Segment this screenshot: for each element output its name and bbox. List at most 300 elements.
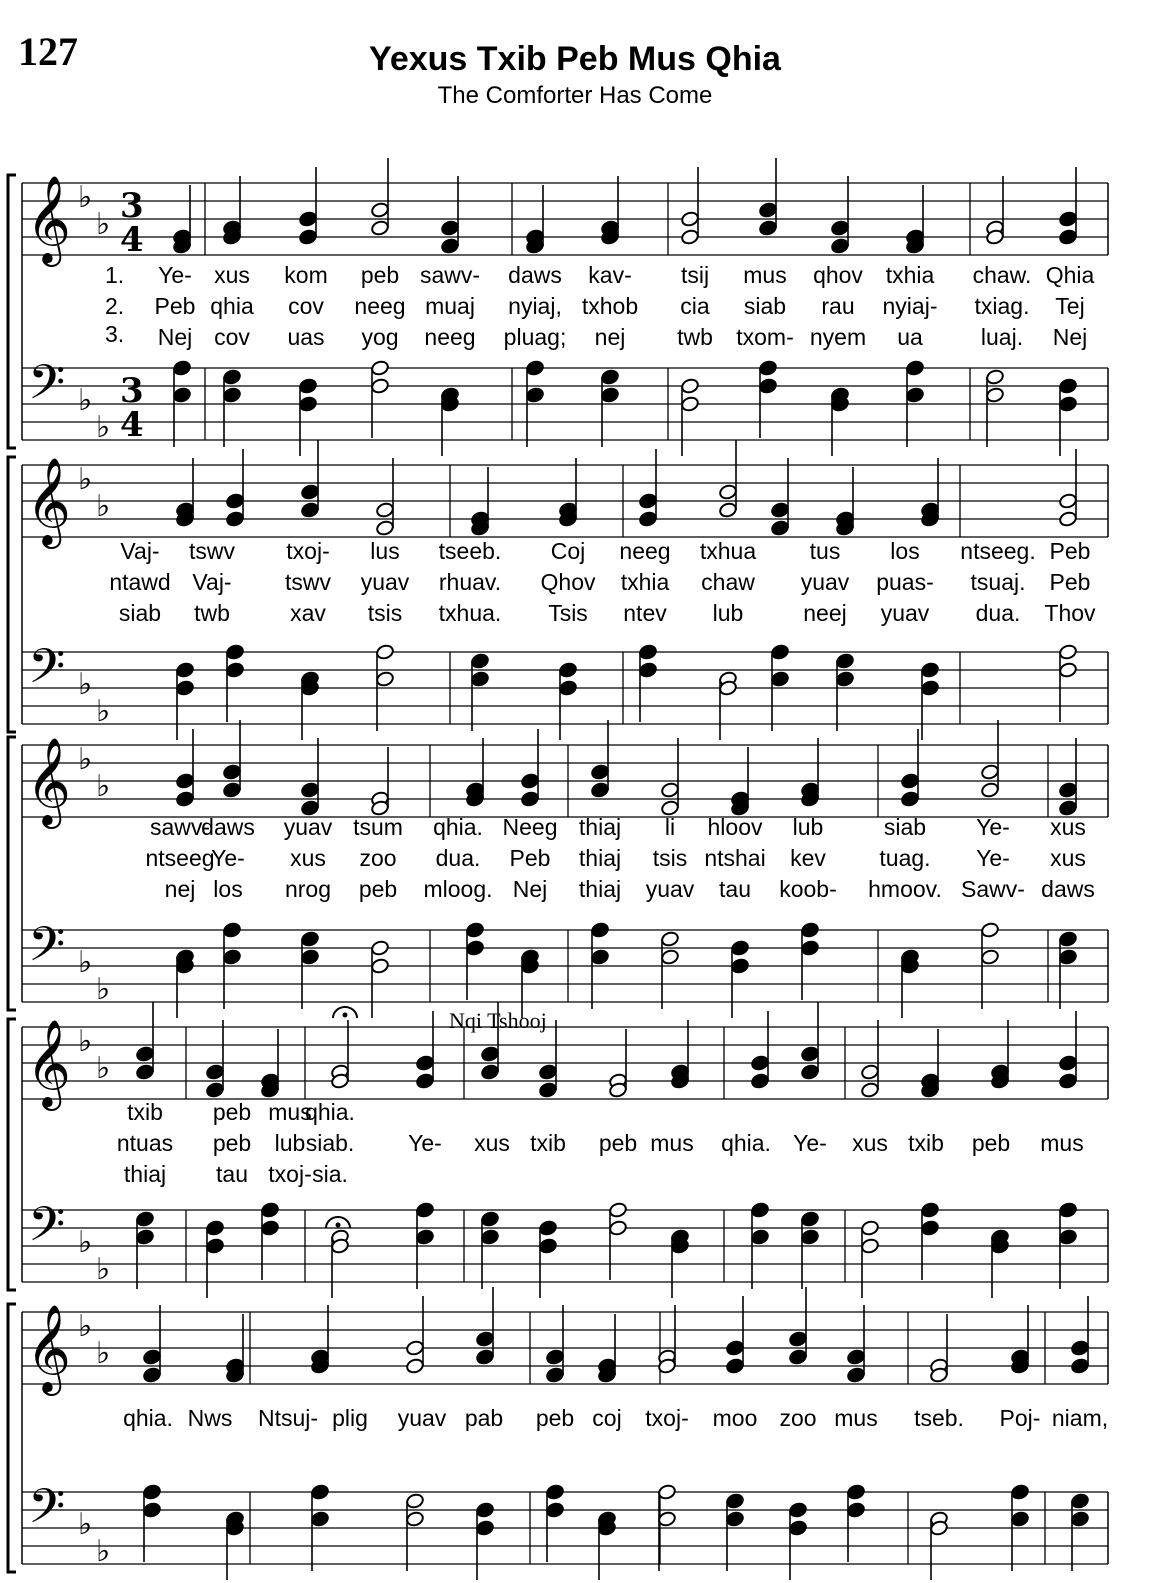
- lyric-syllable: tsuaj.: [970, 569, 1026, 595]
- chord-note: [225, 644, 244, 722]
- notehead: [298, 229, 317, 246]
- lyric-syllable: tuag.: [879, 845, 931, 871]
- lyric-syllable: lus: [370, 538, 400, 564]
- lyric-syllable: xus: [852, 1130, 888, 1156]
- notehead: [800, 1046, 819, 1063]
- chord-note: [225, 1511, 244, 1580]
- time-signature-bottom: 4: [120, 405, 144, 445]
- notehead: [1058, 1073, 1077, 1090]
- notehead: [1070, 1511, 1089, 1528]
- lyric-syllable: xav: [290, 600, 326, 626]
- notehead: [835, 671, 854, 688]
- lyric-syllable: Vaj-: [120, 538, 160, 564]
- lyric-syllable: yuav: [800, 569, 850, 595]
- notehead: [985, 369, 1004, 386]
- lyric-syllable: xus: [290, 845, 326, 871]
- lyric-syllable: muaj: [425, 293, 475, 319]
- notehead: [758, 360, 777, 377]
- notehead: [600, 369, 619, 386]
- lyric-syllable: Ye-: [408, 1130, 442, 1156]
- chord-note: [788, 1287, 807, 1365]
- chord-note: [680, 378, 699, 456]
- lyric-syllable: peb: [358, 876, 398, 902]
- lyric-syllable: qhia.: [433, 814, 483, 840]
- chord-note: [830, 387, 849, 456]
- notehead: [985, 387, 1004, 404]
- lyric-syllable: lub: [274, 1130, 306, 1156]
- lyric-syllable: Qhov: [540, 569, 596, 595]
- notehead: [905, 360, 924, 377]
- notehead: [758, 220, 777, 237]
- chord-note: [225, 449, 244, 527]
- chord-note: [1058, 738, 1077, 816]
- chord-note: [538, 1220, 557, 1298]
- chord-note: [985, 176, 1004, 245]
- chord-note: [300, 440, 319, 518]
- notehead: [860, 1220, 879, 1237]
- staff: [22, 456, 1108, 549]
- lyric-syllable: tswv: [285, 569, 331, 595]
- lyric-syllable: li: [664, 814, 676, 840]
- chord-note: [725, 1296, 744, 1374]
- notehead: [725, 1358, 744, 1375]
- lyric-syllable: siab: [883, 814, 927, 840]
- lyric-syllable: daws: [201, 814, 255, 840]
- notehead: [538, 1238, 557, 1255]
- notehead: [980, 949, 999, 966]
- notehead: [415, 1055, 434, 1072]
- lyric-syllable: cov: [214, 324, 250, 350]
- chord-note: [222, 922, 241, 1009]
- notehead: [222, 764, 241, 781]
- chord-note: [175, 729, 194, 807]
- notehead: [920, 1202, 939, 1219]
- lyric-syllable: daws: [508, 262, 562, 288]
- refrain-label: Nqi Tshooj: [449, 1008, 547, 1033]
- lyric-syllable: kom: [284, 262, 328, 288]
- notehead: [1010, 1511, 1029, 1528]
- flat-sign-icon: ♭: [96, 1534, 111, 1569]
- lyric-syllable: siab: [118, 600, 162, 626]
- chord-note: [638, 449, 657, 527]
- notehead: [405, 1358, 424, 1375]
- chord-note: [405, 1296, 424, 1374]
- chord-note: [475, 1502, 494, 1580]
- notehead: [1058, 211, 1077, 228]
- notehead: [1058, 782, 1077, 799]
- notehead: [142, 1349, 161, 1366]
- staff: [22, 1303, 1108, 1396]
- flat-sign-icon: ♭: [78, 742, 93, 777]
- lyric-syllable: daws: [1041, 876, 1095, 902]
- notehead: [175, 680, 194, 697]
- chord-note: [830, 176, 849, 254]
- notehead: [718, 484, 737, 501]
- chord-note: [846, 1305, 865, 1383]
- flat-sign-icon: ♭: [96, 410, 111, 445]
- notehead: [470, 671, 489, 688]
- chord-note: [905, 185, 924, 254]
- chord-note: [800, 1211, 819, 1289]
- notehead: [750, 1202, 769, 1219]
- notehead: [480, 1229, 499, 1246]
- notehead: [835, 653, 854, 670]
- notehead: [770, 502, 789, 519]
- notehead: [860, 1238, 879, 1255]
- chord-note: [730, 747, 749, 816]
- time-signature: [120, 186, 144, 260]
- chord-note: [1058, 644, 1077, 722]
- chord-note: [260, 1029, 279, 1098]
- chord-note: [1058, 378, 1077, 456]
- chord-note: [172, 360, 191, 447]
- lyric-syllable: kev: [790, 845, 826, 871]
- chord-note: [470, 653, 489, 731]
- verse-number: 3.: [105, 321, 125, 347]
- chord-note: [638, 644, 657, 722]
- chord-note: [370, 747, 389, 816]
- chord-note: [860, 1220, 879, 1298]
- bass-clef-icon: 𝄢: [28, 1478, 66, 1546]
- chord-note: [600, 369, 619, 447]
- lyric-syllable: txib: [127, 1099, 163, 1125]
- notehead: [205, 1238, 224, 1255]
- lyric-syllable: coj: [592, 1405, 622, 1431]
- lyric-syllable: sawv-: [149, 814, 211, 840]
- chord-note: [440, 176, 459, 254]
- chord-note: [298, 378, 317, 456]
- lyric-syllable: txib: [530, 1130, 566, 1156]
- lyric-syllable: lub: [712, 600, 744, 626]
- notehead: [525, 360, 544, 377]
- lyric-syllable: tseb.: [914, 1405, 964, 1431]
- notehead: [846, 1502, 865, 1519]
- lyric-syllable: puas-: [876, 569, 934, 595]
- notehead: [758, 378, 777, 395]
- lyric-syllable: peb: [212, 1130, 252, 1156]
- notehead: [1070, 1358, 1089, 1375]
- notehead: [415, 1073, 434, 1090]
- lyric-syllable: Peb: [1049, 569, 1091, 595]
- notehead: [920, 1220, 939, 1237]
- chord-note: [1058, 449, 1077, 527]
- lyric-syllable: thiaj: [123, 1161, 167, 1187]
- lyric-syllable: thiaj: [578, 845, 622, 871]
- notehead: [1070, 1340, 1089, 1357]
- lyric-syllable: mus: [834, 1405, 878, 1431]
- notehead: [718, 502, 737, 519]
- notehead: [600, 387, 619, 404]
- lyric-syllable: cia: [680, 293, 710, 319]
- lyric-syllable: luaj.: [980, 324, 1024, 350]
- notehead: [300, 484, 319, 501]
- chord-note: [465, 922, 484, 1000]
- chord-note: [670, 1020, 689, 1089]
- chord-note: [558, 662, 577, 740]
- notehead: [608, 1220, 627, 1237]
- lyric-syllable: rau: [821, 293, 855, 319]
- treble-clef-icon: 𝄞: [26, 1303, 71, 1392]
- system-bracket: [8, 457, 16, 732]
- chord-note: [310, 1305, 329, 1374]
- notehead: [142, 1367, 161, 1384]
- chord-note: [298, 167, 317, 245]
- notehead: [222, 387, 241, 404]
- lyric-syllable: neeg: [619, 538, 671, 564]
- time-signature-top: 3: [120, 186, 144, 226]
- chord-note: [835, 653, 854, 731]
- notehead: [730, 958, 749, 975]
- flat-sign-icon: ♭: [96, 489, 111, 524]
- chord-note: [300, 738, 319, 816]
- lyric-syllable: Poj-: [999, 1405, 1041, 1431]
- system-bracket: [8, 175, 16, 448]
- lyric-syllable: nyiaj-: [882, 293, 938, 319]
- notehead: [370, 958, 389, 975]
- flat-sign-icon: ♭: [96, 769, 111, 804]
- chord-note: [750, 1202, 769, 1289]
- lyric-syllable: rhuav.: [438, 569, 502, 595]
- lyric-syllable: qhia.: [721, 1130, 771, 1156]
- notehead: [520, 773, 539, 790]
- lyric-syllable: ntuas: [116, 1130, 174, 1156]
- chord-note: [330, 1020, 349, 1089]
- hymn-subtitle: The Comforter Has Come: [437, 82, 713, 109]
- lyric-syllable: Ntsuj-: [257, 1405, 319, 1431]
- notehead: [920, 662, 939, 679]
- lyric-syllable: mus: [743, 262, 787, 288]
- notehead: [980, 782, 999, 799]
- staff: [22, 1018, 1108, 1111]
- lyric-syllable: sawv-: [419, 262, 481, 288]
- chord-note: [590, 720, 609, 798]
- notehead: [1058, 1229, 1077, 1246]
- notehead: [405, 1340, 424, 1357]
- lyric-syllable: yuav: [645, 876, 695, 902]
- lyric-syllable: Ye-: [211, 845, 245, 871]
- flat-sign-icon: ♭: [96, 1252, 111, 1287]
- notehead: [1070, 1493, 1089, 1510]
- notehead: [480, 1064, 499, 1081]
- notehead: [172, 387, 191, 404]
- notehead: [1058, 511, 1077, 528]
- lyric-syllable: Ye-: [793, 1130, 827, 1156]
- chord-note: [758, 360, 777, 438]
- chord-note: [310, 1484, 329, 1571]
- chord-note: [222, 369, 241, 447]
- fermata-icon: [333, 1007, 357, 1018]
- lyric-syllable: qhia.: [123, 1405, 173, 1431]
- chord-note: [330, 1229, 349, 1298]
- fermata-dot: [336, 1223, 341, 1228]
- lyric-syllable: xus: [1050, 814, 1086, 840]
- lyric-syllable: ua: [897, 324, 923, 350]
- chord-note: [900, 729, 919, 807]
- notehead: [300, 949, 319, 966]
- time-signature: [120, 371, 144, 445]
- notehead: [660, 931, 679, 948]
- notehead: [788, 1331, 807, 1348]
- notehead: [590, 764, 609, 781]
- flat-sign-icon: ♭: [96, 1336, 111, 1371]
- notehead: [590, 782, 609, 799]
- notehead: [800, 1064, 819, 1081]
- lyric-syllable: peb: [535, 1405, 575, 1431]
- notehead: [475, 1520, 494, 1537]
- lyric-syllable: xus: [1050, 845, 1086, 871]
- verse-number: 1.: [105, 262, 125, 288]
- chord-note: [175, 949, 194, 1018]
- notehead: [525, 387, 544, 404]
- lyric-syllable: nyiaj,: [508, 293, 562, 319]
- chord-note: [929, 1314, 948, 1383]
- chord-note: [415, 1011, 434, 1089]
- lyric-syllable: Qhia: [1045, 262, 1095, 288]
- notehead: [545, 1367, 564, 1384]
- lyric-syllable: txoj-: [645, 1405, 689, 1431]
- lyric-syllable: Tsis: [548, 600, 588, 626]
- treble-clef-icon: 𝄞: [26, 1018, 71, 1107]
- notehead: [260, 1202, 279, 1219]
- notehead: [770, 644, 789, 661]
- notehead: [135, 1211, 154, 1228]
- lyric-syllable: qhia: [210, 293, 254, 319]
- flat-sign-icon: ♭: [78, 180, 93, 215]
- system-bracket: [8, 1019, 16, 1290]
- lyric-syllable: Neeg: [502, 814, 558, 840]
- notehead: [480, 1211, 499, 1228]
- chord-note: [558, 458, 577, 527]
- notehead: [310, 1511, 329, 1528]
- chord-note: [1058, 1202, 1077, 1289]
- lyric-syllable: tsij: [680, 262, 710, 288]
- chord-note: [980, 720, 999, 798]
- notehead: [725, 1511, 744, 1528]
- chord-note: [222, 176, 241, 245]
- notehead: [475, 1331, 494, 1348]
- lyric-syllable: dua.: [975, 600, 1021, 626]
- chord-note: [920, 458, 939, 527]
- chord-note: [470, 467, 489, 536]
- chord-note: [370, 360, 389, 438]
- notehead: [300, 782, 319, 799]
- lyric-syllable: tseeb.: [438, 538, 502, 564]
- notehead: [405, 1511, 424, 1528]
- lyric-syllable: hloov: [707, 814, 763, 840]
- chord-note: [135, 1002, 154, 1080]
- chord-note: [260, 1202, 279, 1280]
- chord-note: [142, 1484, 161, 1562]
- lyric-syllable: txhia: [885, 262, 935, 288]
- notehead: [680, 378, 699, 395]
- notehead: [800, 922, 819, 939]
- notehead: [415, 1202, 434, 1219]
- chord-note: [800, 738, 819, 807]
- chord-note: [597, 1314, 616, 1383]
- notehead: [1010, 1484, 1029, 1501]
- chord-note: [680, 167, 699, 245]
- chord-note: [135, 1211, 154, 1289]
- notehead: [175, 662, 194, 679]
- notehead: [225, 493, 244, 510]
- notehead: [590, 922, 609, 939]
- flat-sign-icon: ♭: [78, 383, 93, 418]
- notehead: [370, 378, 389, 395]
- notehead: [520, 791, 539, 808]
- notehead: [475, 1349, 494, 1366]
- flat-sign-icon: ♭: [96, 207, 111, 242]
- lyric-syllable: neeg: [424, 324, 476, 350]
- notehead: [370, 202, 389, 219]
- notehead: [660, 782, 679, 799]
- notehead: [800, 940, 819, 957]
- notehead: [135, 1064, 154, 1081]
- system-bracket: [8, 1304, 16, 1572]
- bass-clef-icon: 𝄢: [28, 1196, 66, 1264]
- flat-sign-icon: ♭: [78, 1024, 93, 1059]
- lyric-syllable: txib: [908, 1130, 944, 1156]
- notehead: [1058, 644, 1077, 661]
- chord-note: [415, 1202, 434, 1289]
- notehead: [750, 1055, 769, 1072]
- lyric-syllable: sia.: [312, 1161, 348, 1187]
- bass-clef-icon: 𝄢: [28, 916, 66, 984]
- chord-note: [1058, 931, 1077, 1009]
- notehead: [860, 1082, 879, 1099]
- notehead: [638, 644, 657, 661]
- lyric-syllable: Peb: [1049, 538, 1091, 564]
- notehead: [470, 653, 489, 670]
- flat-sign-icon: ♭: [96, 972, 111, 1007]
- notehead: [800, 1229, 819, 1246]
- treble-clef-icon: 𝄞: [26, 174, 71, 263]
- notehead: [920, 680, 939, 697]
- chord-note: [920, 1202, 939, 1280]
- notehead: [135, 1046, 154, 1063]
- notehead: [538, 1082, 557, 1099]
- lyric-syllable: xus: [474, 1130, 510, 1156]
- staff: [22, 174, 1108, 267]
- lyric-syllable: zoo: [779, 1405, 817, 1431]
- chord-note: [660, 931, 679, 1009]
- notehead: [370, 220, 389, 237]
- lyric-syllable: yog: [361, 324, 399, 350]
- lyric-syllable: Ye-: [976, 845, 1010, 871]
- lyric-syllable: tau: [719, 876, 751, 902]
- lyric-syllable: Coj: [550, 538, 586, 564]
- notehead: [638, 493, 657, 510]
- lyric-syllable: tsis: [367, 600, 403, 626]
- chord-note: [770, 458, 789, 536]
- lyric-syllable: Ye-: [976, 814, 1010, 840]
- chord-note: [800, 1002, 819, 1080]
- lyric-syllable: chaw: [701, 569, 755, 595]
- notehead: [680, 211, 699, 228]
- notehead: [788, 1349, 807, 1366]
- chord-note: [750, 1011, 769, 1089]
- notehead: [758, 202, 777, 219]
- notehead: [405, 1493, 424, 1510]
- notehead: [545, 1349, 564, 1366]
- notehead: [900, 773, 919, 790]
- lyric-syllable: ntseeg: [145, 845, 215, 871]
- chord-note: [300, 671, 319, 740]
- chord-note: [718, 671, 737, 740]
- lyric-syllable: ntawd: [109, 569, 171, 595]
- chord-note: [835, 467, 854, 536]
- lyric-syllable: twb: [194, 600, 230, 626]
- notehead: [638, 662, 657, 679]
